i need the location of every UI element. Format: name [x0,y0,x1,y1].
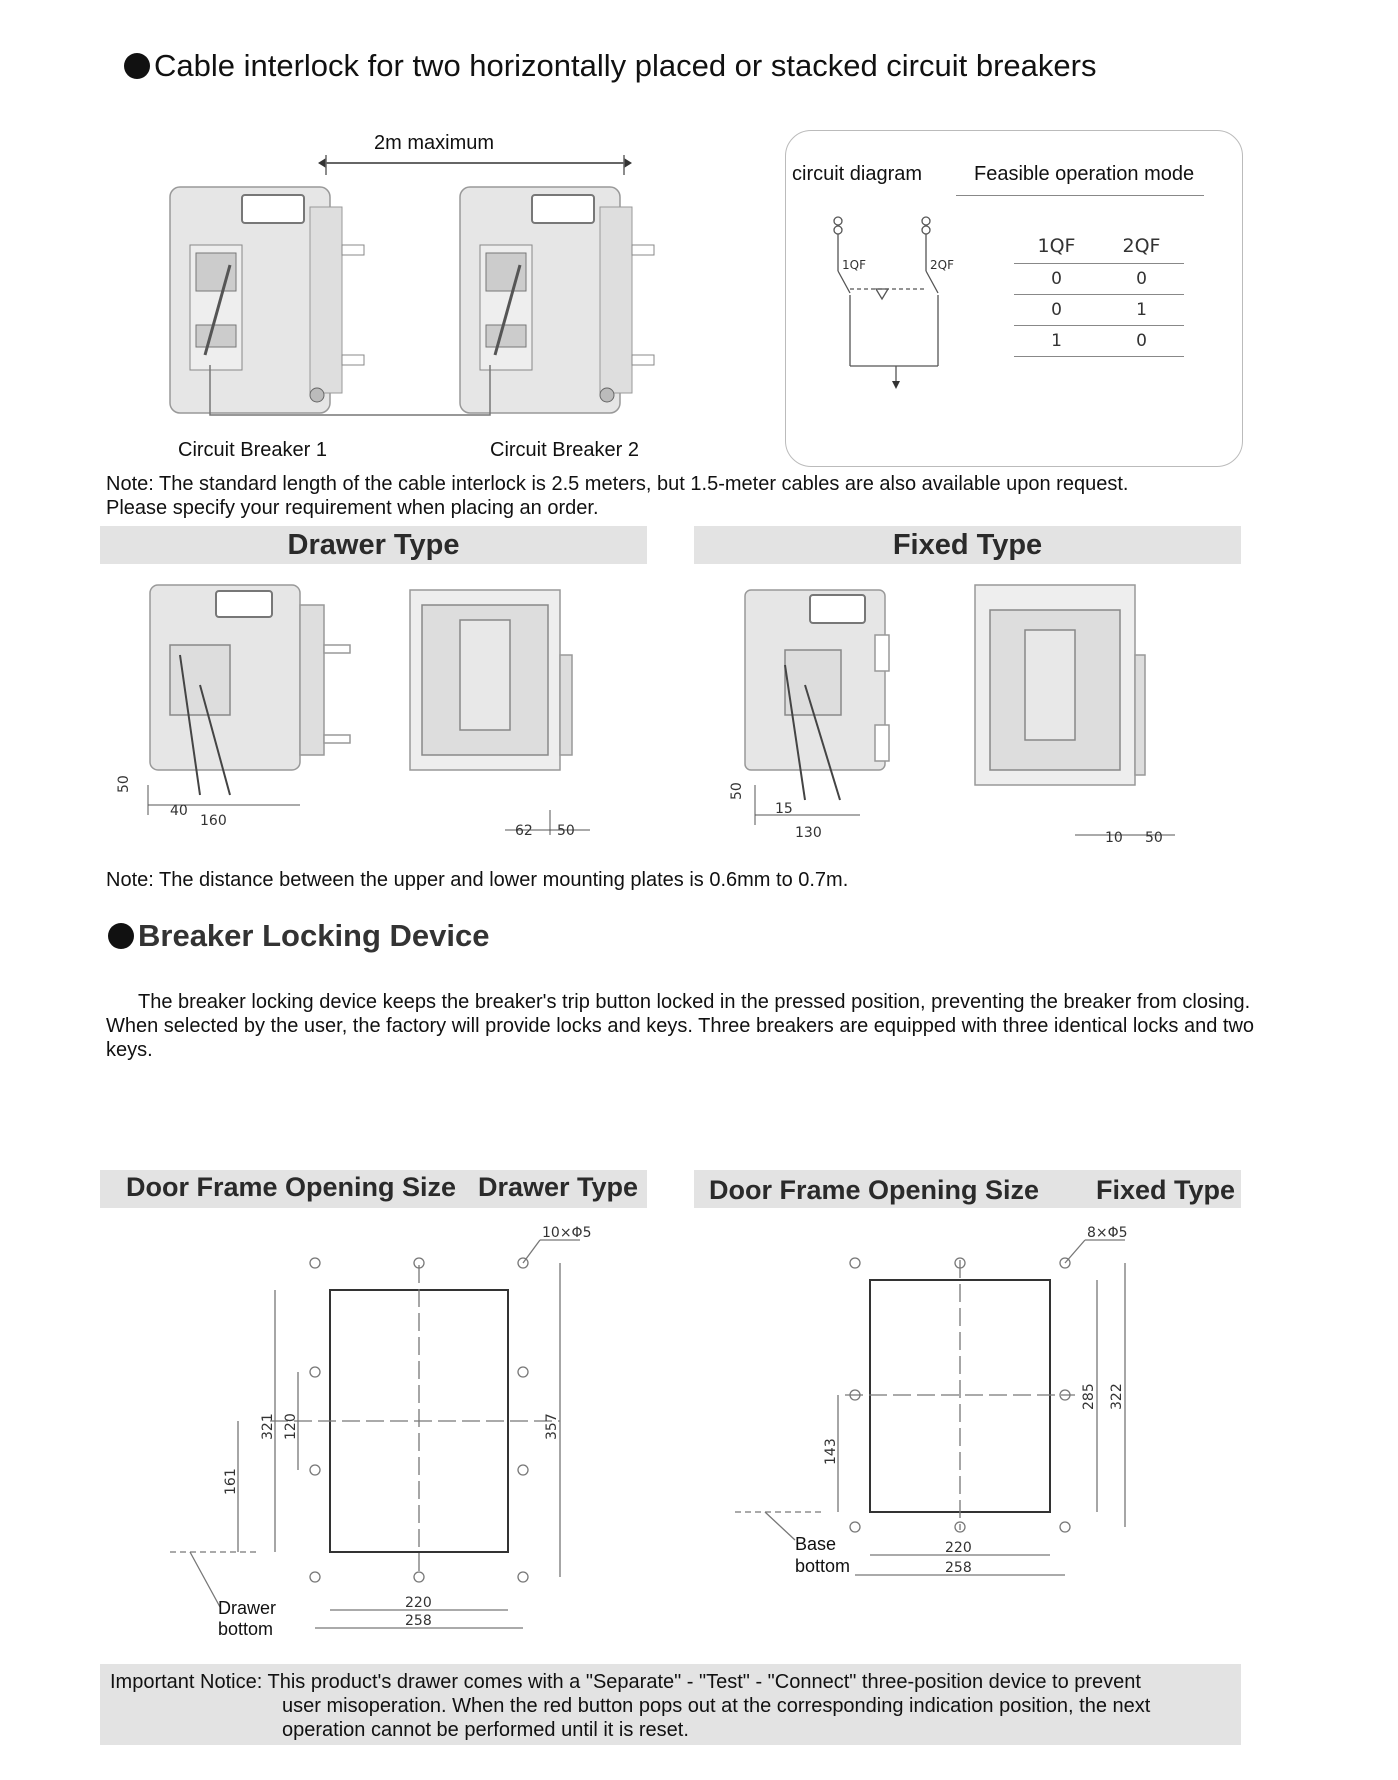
breaker-2-label: Circuit Breaker 2 [490,439,639,461]
heading-rule [956,195,1204,196]
dim-220: 220 [945,1540,972,1556]
breaker-1-label: Circuit Breaker 1 [178,439,327,461]
fixed-type-illustration [729,575,1235,855]
circuit-diagram [816,211,976,411]
dim-holes: 8×Φ5 [1087,1225,1128,1241]
cable-interlock-illustration [150,125,710,435]
fixed-type-band [694,526,1241,564]
dim-161: 161 [223,1468,239,1495]
dim-160: 160 [200,813,227,829]
bottom-label-line: bottom [795,1556,851,1576]
drawer-type-title: Drawer Type [287,529,460,561]
cable-note-line: Note: The standard length of the cable interlock is 2.5 meters, but 1.5-meter cables are also available upon request. [106,473,1129,495]
dim-50b: 50 [1145,830,1163,846]
locking-device-paragraph [106,990,1376,1062]
table-header [1014,235,1184,264]
cell: 0 [1136,331,1147,351]
dim-62: 62 [515,823,533,839]
dim-50: 50 [116,775,132,793]
table-row [1014,264,1184,295]
notice-line: operation cannot be performed until it is reset. [282,1719,689,1741]
col-1qf: 1QF [1037,235,1076,257]
col-2qf: 2QF [1122,235,1161,257]
bottom-label-line: bottom [218,1619,274,1639]
notice-line: user misoperation. When the red button pops out at the corresponding indication position, the next [282,1695,1151,1717]
diagram-label-2qf: 2QF [930,258,954,272]
paragraph-line: The breaker locking device keeps the breaker's trip button locked in the pressed position, preventing the breaker from closing. [138,991,1251,1013]
cable-note [106,472,1128,520]
bottom-label-line: Base [795,1534,837,1554]
dim-357: 357 [544,1413,560,1440]
section-heading-locking-device [108,918,490,954]
dim-258: 258 [945,1560,972,1576]
dim-15: 15 [775,801,793,817]
notice-line: Important Notice: This product's drawer comes with a "Separate" - "Test" - "Connect" three-position device to prevent [110,1671,1141,1693]
dim-10: 10 [1105,830,1123,846]
dim-285: 285 [1081,1383,1097,1410]
drawer-bottom-label [218,1598,276,1640]
diagram-label-1qf: 1QF [842,258,866,272]
operation-mode-table [1014,235,1184,357]
drawer-type-band [100,526,647,564]
breaker-2-drawing [460,187,654,413]
dim-322: 322 [1109,1383,1125,1410]
dim-143: 143 [823,1438,839,1465]
bullet-icon [108,923,134,949]
cell: 0 [1051,269,1062,289]
dim-40: 40 [170,803,188,819]
section-title: Breaker Locking Device [138,918,490,953]
dim-50: 50 [729,782,745,800]
dim-120: 120 [283,1413,299,1440]
dim-holes: 10×Φ5 [542,1225,592,1241]
cell: 1 [1136,300,1147,320]
dim-50b: 50 [557,823,575,839]
operation-mode-panel [785,130,1243,467]
circuit-diagram-label: circuit diagram [792,163,923,185]
max-length-label: 2m maximum [374,132,495,154]
operation-mode-heading: Feasible operation mode [974,163,1195,185]
door-frame-subtitle: Drawer Type [478,1172,639,1202]
door-frame-drawer-band [100,1170,647,1208]
dim-258: 258 [405,1613,432,1629]
door-frame-fixed-band [694,1170,1241,1208]
important-notice [100,1664,1241,1745]
cable-note-line: Please specify your requirement when placing an order. [106,497,599,519]
door-frame-drawer-drawing [160,1225,620,1645]
mounting-note: Note: The distance between the upper and lower mounting plates is 0.6mm to 0.7m. [106,869,849,891]
breaker-1-drawing [170,187,364,413]
table-row [1014,295,1184,326]
paragraph-line: When selected by the user, the factory will provide locks and keys. Three breakers are equipped with three identical locks and two [106,1015,1255,1037]
fixed-type-title: Fixed Type [892,529,1043,561]
paragraph-line: keys. [106,1039,153,1061]
dim-130: 130 [795,825,822,841]
cell: 0 [1051,300,1062,320]
section-heading-cable-interlock [124,48,1096,84]
door-frame-fixed-drawing [725,1225,1155,1605]
door-frame-title: Door Frame Opening Size [126,1172,457,1202]
cell: 0 [1136,269,1147,289]
section-title: Cable interlock for two horizontally placed or stacked circuit breakers [154,48,1097,83]
door-frame-subtitle: Fixed Type [1096,1175,1236,1205]
base-bottom-label [795,1533,850,1577]
bottom-label-line: Drawer [218,1598,277,1618]
dim-220: 220 [405,1595,432,1611]
dim-321: 321 [260,1413,276,1440]
table-row [1014,326,1184,357]
door-frame-title: Door Frame Opening Size [709,1175,1040,1205]
drawer-type-illustration [116,575,640,855]
bullet-icon [124,53,150,79]
cell: 1 [1051,331,1062,351]
